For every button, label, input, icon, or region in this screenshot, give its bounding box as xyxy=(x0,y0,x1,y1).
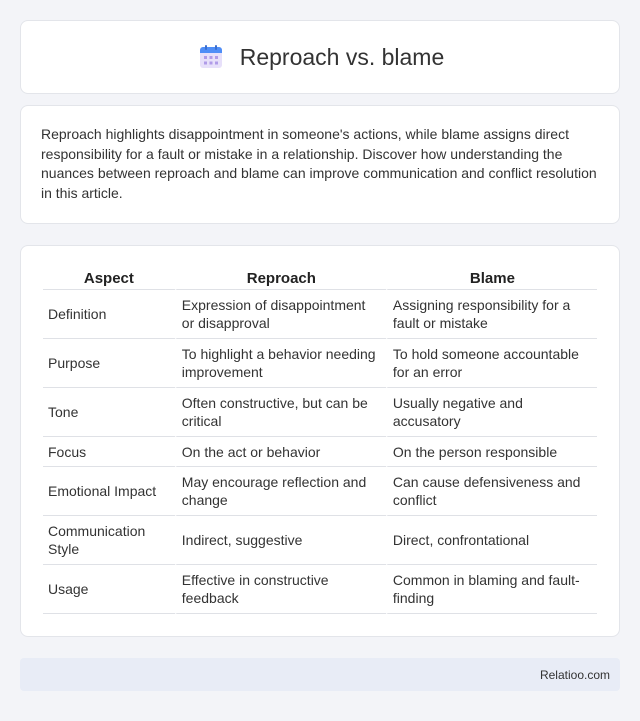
cell-reproach: Expression of disappointment or disapproval xyxy=(175,290,386,339)
table-row xyxy=(43,290,597,339)
table-header-row xyxy=(43,266,597,290)
cell-aspect: Tone xyxy=(43,388,175,437)
intro-paragraph: Reproach highlights disappointment in someone's actions, while blame assigns direct responsibility for a fault or mistake in a relationship. Discover how understanding the nuances between reproach and blame can improve communication and conflict resolution in this article. xyxy=(41,126,597,201)
cell-reproach: Indirect, suggestive xyxy=(175,516,386,565)
header-reproach: Reproach xyxy=(175,266,386,290)
cell-aspect: Focus xyxy=(43,437,175,467)
cell-aspect: Usage xyxy=(43,565,175,614)
page-title: Reproach vs. blame xyxy=(239,43,445,70)
cell-reproach: On the act or behavior xyxy=(175,437,386,467)
comparison-table xyxy=(43,266,597,614)
title-card xyxy=(20,20,620,94)
cell-aspect: Definition xyxy=(43,290,175,339)
cell-reproach: Often constructive, but can be critical xyxy=(175,388,386,437)
cell-blame: Can cause defensiveness and conflict xyxy=(386,467,597,516)
table-row xyxy=(43,565,597,614)
table-row xyxy=(43,437,597,467)
footer-brand: Relatioo.com xyxy=(539,667,610,682)
calendar-icon xyxy=(196,42,226,72)
cell-reproach: To highlight a behavior needing improvement xyxy=(175,339,386,388)
cell-blame: Assigning responsibility for a fault or mistake xyxy=(386,290,597,339)
intro-card xyxy=(20,105,620,224)
cell-blame: On the person responsible xyxy=(386,437,597,467)
cell-blame: Direct, confrontational xyxy=(386,516,597,565)
table-row xyxy=(43,339,597,388)
cell-blame: Common in blaming and fault-finding xyxy=(386,565,597,614)
footer-bar xyxy=(20,658,620,691)
header-blame: Blame xyxy=(386,266,597,290)
cell-reproach: May encourage reflection and change xyxy=(175,467,386,516)
header-aspect: Aspect xyxy=(43,266,175,290)
cell-reproach: Effective in constructive feedback xyxy=(175,565,386,614)
cell-aspect: Purpose xyxy=(43,339,175,388)
cell-blame: Usually negative and accusatory xyxy=(386,388,597,437)
table-row xyxy=(43,388,597,437)
cell-blame: To hold someone accountable for an error xyxy=(386,339,597,388)
table-row xyxy=(43,516,597,565)
cell-aspect: Communication Style xyxy=(43,516,175,565)
table-row xyxy=(43,467,597,516)
comparison-card xyxy=(20,245,620,637)
cell-aspect: Emotional Impact xyxy=(43,467,175,516)
